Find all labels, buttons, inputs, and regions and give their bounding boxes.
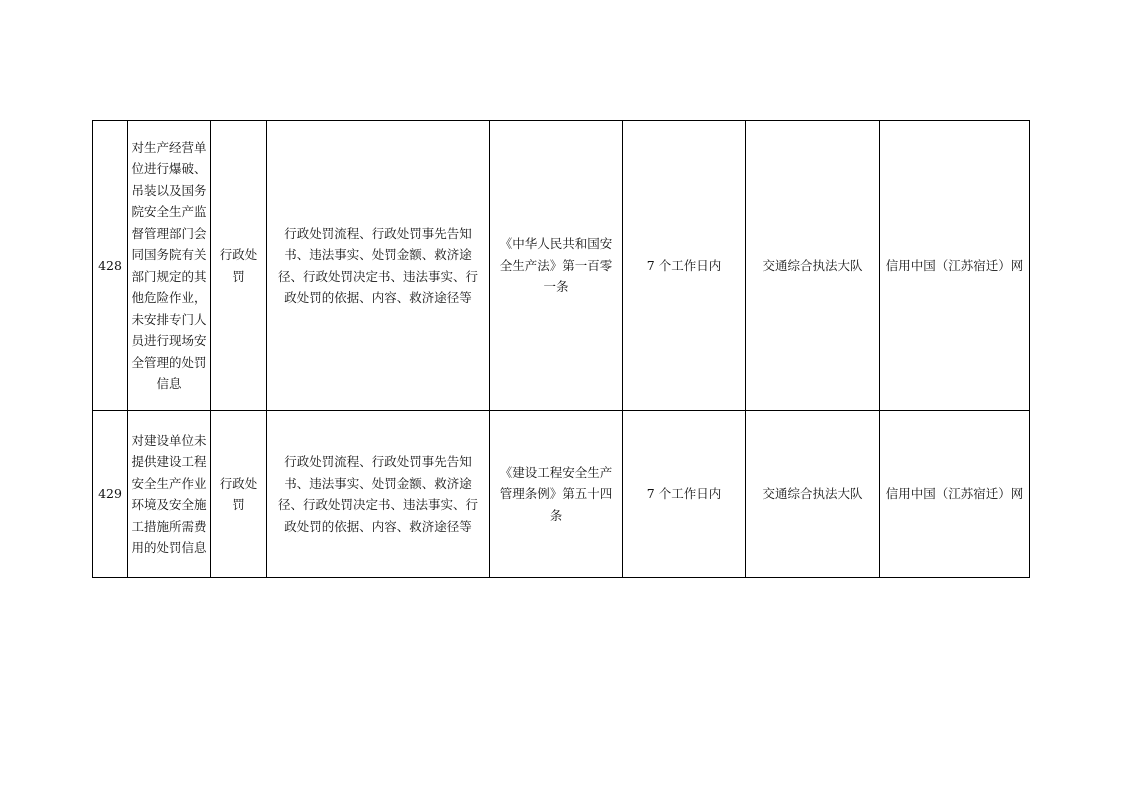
time-limit-cell: 7 个工作日内 (623, 411, 746, 578)
table-row (93, 121, 1030, 411)
category-cell: 行政处罚 (211, 121, 267, 411)
content-cell: 行政处罚流程、行政处罚事先告知书、违法事实、处罚金额、救济途径、行政处罚决定书、违法事实、行政处罚的依据、内容、救济途径等 (267, 411, 490, 578)
table-row (93, 411, 1030, 578)
disclosure-table (92, 120, 1030, 578)
item-name-cell: 对建设单位未提供建设工程安全生产作业环境及安全施工措施所需费用的处罚信息 (128, 411, 211, 578)
content-cell: 行政处罚流程、行政处罚事先告知书、违法事实、处罚金额、救济途径、行政处罚决定书、违法事实、行政处罚的依据、内容、救济途径等 (267, 121, 490, 411)
row-number-cell: 428 (93, 121, 128, 411)
legal-basis-cell: 《建设工程安全生产管理条例》第五十四条 (490, 411, 623, 578)
time-limit-cell: 7 个工作日内 (623, 121, 746, 411)
channel-cell: 信用中国（江苏宿迁）网 (880, 411, 1030, 578)
department-cell: 交通综合执法大队 (746, 411, 880, 578)
channel-cell: 信用中国（江苏宿迁）网 (880, 121, 1030, 411)
row-number-cell: 429 (93, 411, 128, 578)
item-name-cell: 对生产经营单位进行爆破、吊装以及国务院安全生产监督管理部门会同国务院有关部门规定的其他危险作业，未安排专门人员进行现场安全管理的处罚信息 (128, 121, 211, 411)
legal-basis-cell: 《中华人民共和国安全生产法》第一百零一条 (490, 121, 623, 411)
department-cell: 交通综合执法大队 (746, 121, 880, 411)
category-cell: 行政处罚 (211, 411, 267, 578)
